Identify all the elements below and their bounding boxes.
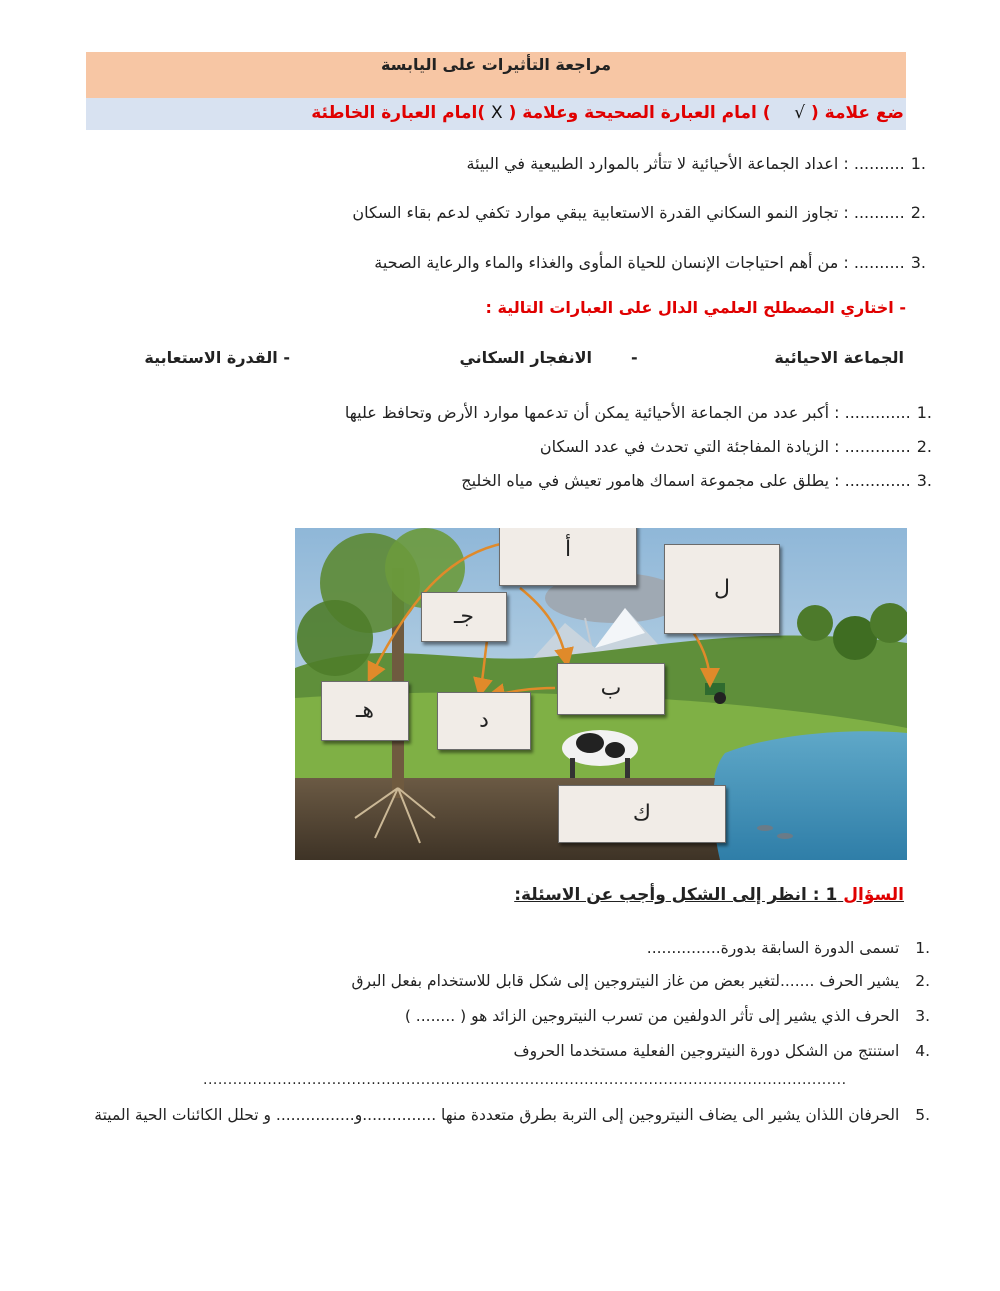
- term-carrying-capacity: - القدرة الاستعابية: [144, 348, 290, 367]
- x-mark: X: [491, 103, 503, 123]
- label-jeem: جـ: [421, 592, 507, 642]
- question-number: .2: [915, 972, 930, 990]
- question-number: .1: [915, 939, 930, 957]
- question-prompt: : انظر إلى الشكل وأجب عن الاسئلة:: [514, 885, 826, 905]
- page-title: مراجعة التأثيرات على اليابسة: [380, 55, 612, 74]
- statement-1: [467, 152, 926, 176]
- statement-2: [352, 201, 926, 225]
- answer-dots-line: ..................................................................................................................................: [203, 1072, 847, 1088]
- question-item-4: [514, 1040, 930, 1062]
- label-dal: د: [437, 692, 531, 750]
- instruction-text: [311, 101, 904, 125]
- statement-text: .......... : من أهم احتياجات الإنسان للحياة المأوى والغذاء والماء والرعاية الصحية: [374, 253, 905, 272]
- definition-3: [461, 470, 932, 492]
- definition-number: .1: [916, 403, 932, 422]
- statement-3: [374, 251, 926, 275]
- definition-text: ............. : الزيادة المفاجئة التي تحدث في عدد السكان: [539, 437, 911, 456]
- question-text: استنتج من الشكل دورة النيتروجين الفعلية مستخدما الحروف: [513, 1042, 900, 1060]
- question-item-1: [647, 937, 930, 959]
- instruction-part3: )امام العبارة الخاطئة: [311, 103, 486, 123]
- terms-heading: - اختاري المصطلح العلمي الدال على العبارات التالية :: [485, 298, 906, 317]
- statement-text: .......... : تجاوز النمو السكاني القدرة الاستعابية يبقي موارد تكفي لدعم بقاء السكان: [352, 203, 905, 222]
- nitrogen-cycle-diagram: [295, 528, 907, 860]
- statement-number: .1: [910, 154, 926, 173]
- statement-number: .2: [910, 203, 926, 222]
- term-population-explosion: الانفجار السكاني: [459, 348, 592, 367]
- question-text: الحرف الذي يشير إلى تأثر الدولفين من تسرب النيتروجين الزائد هو ( ........ ): [404, 1007, 900, 1025]
- check-mark: √: [794, 103, 806, 123]
- definition-number: .3: [916, 471, 932, 490]
- question-item-5: [86, 1104, 930, 1126]
- question-item-2: [351, 970, 930, 992]
- definition-number: .2: [916, 437, 932, 456]
- question-text: يشير الحرف .......لتغير بعض من غاز النيتروجين إلى شكل قابل للاستخدام بفعل البرق: [351, 972, 900, 990]
- question-text: الحرفان اللذان يشير الى يضاف النيتروجين إلى التربة بطرق متعددة منها ...............و................ و تحلل الكائنات الحية الميتة: [94, 1106, 900, 1124]
- instruction-part1: ضع علامة (: [810, 103, 904, 123]
- term-community: الجماعة الاحيائية: [774, 348, 904, 367]
- question-heading: [514, 885, 904, 905]
- statement-text: .......... : اعداد الجماعة الأحيائية لا تتأثر بالموارد الطبيعية في البيئة: [466, 154, 905, 173]
- question-number: .3: [915, 1007, 930, 1025]
- definition-text: ............. : أكبر عدد من الجماعة الأحيائية يمكن أن تدعمها موارد الأرض وتحافظ عليها: [344, 403, 911, 422]
- label-kaf: ك: [558, 785, 726, 843]
- statement-number: .3: [910, 253, 926, 272]
- question-text: تسمى الدورة السابقة بدورة...............: [646, 939, 900, 957]
- term-separator: -: [631, 348, 638, 367]
- label-lam: ل: [664, 544, 780, 634]
- label-alef: أ: [499, 528, 637, 586]
- question-label: السؤال: [843, 885, 904, 905]
- definition-text: ............. : يطلق على مجموعة اسماك هامور تعيش في مياه الخليج: [461, 471, 911, 490]
- label-ha: هـ: [321, 681, 409, 741]
- instruction-part2: ) امام العبارة الصحيحة وعلامة (: [508, 103, 771, 123]
- question-number: .4: [915, 1042, 930, 1060]
- definition-1: [345, 402, 932, 424]
- label-ba: ب: [557, 663, 665, 715]
- question-number: 1: [825, 885, 838, 905]
- definition-2: [540, 436, 932, 458]
- question-item-3: [405, 1005, 930, 1027]
- question-number: .5: [915, 1106, 930, 1124]
